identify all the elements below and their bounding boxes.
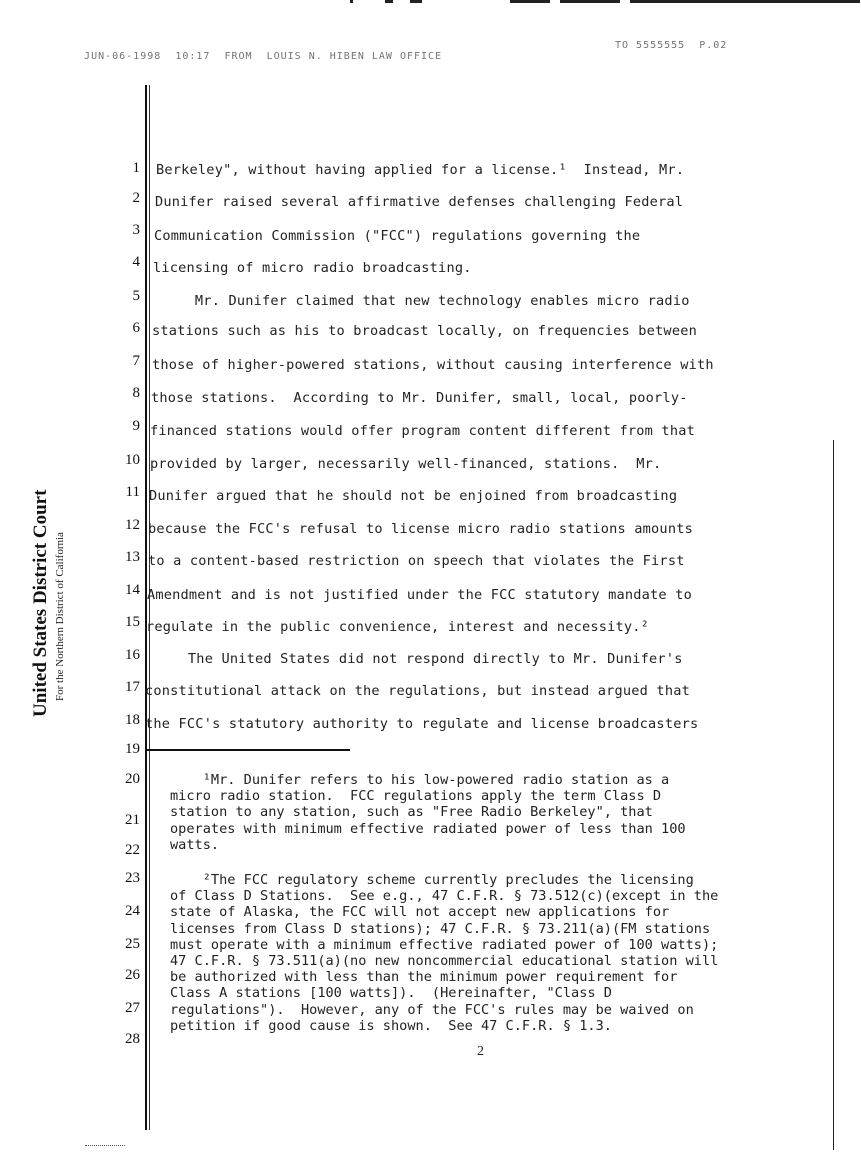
body-line: Berkeley", without having applied for a license.¹ Instead, Mr. <box>156 162 685 178</box>
footnote-2-line: 47 C.F.R. § 73.511(a)(no new noncommercial educational station will <box>170 953 719 969</box>
footnote-2-line: licenses from Class D stations); 47 C.F.R. § 73.211(a)(FM stations <box>170 920 711 937</box>
footnote-separator <box>145 749 350 751</box>
line-number: 12 <box>125 517 140 533</box>
body-line: stations such as his to broadcast locally, on frequencies between <box>152 323 697 339</box>
body-line: those stations. According to Mr. Dunifer, small, local, poorly- <box>151 390 688 406</box>
footnote-1-line: micro radio station. FCC regulations apply the term Class D <box>170 788 662 805</box>
line-number: 14 <box>125 582 140 598</box>
fax-bottom-noise <box>85 1145 125 1146</box>
footnote-1-line: ¹Mr. Dunifer refers to his low-powered radio station as a <box>170 772 670 788</box>
page-number: 2 <box>477 1044 484 1059</box>
body-line: Dunifer argued that he should not be enjoined from broadcasting <box>149 488 678 504</box>
fax-transmission-noise <box>350 0 861 4</box>
body-line: constitutional attack on the regulations, but instead argued that <box>145 683 690 699</box>
line-number: 22 <box>125 842 140 858</box>
court-district: For the Northern District of California <box>54 532 66 701</box>
body-line: The United States did not respond directly to Mr. Dunifer's <box>146 651 683 667</box>
footnote-2-line: ²The FCC regulatory scheme currently precludes the licensing <box>170 872 694 888</box>
line-number: 21 <box>125 812 140 828</box>
line-number: 19 <box>125 741 140 757</box>
left-margin-rule <box>145 85 147 1130</box>
line-number: 25 <box>125 936 140 952</box>
line-number: 4 <box>132 254 140 270</box>
body-line: those of higher-powered stations, without causing interference with <box>152 357 714 373</box>
left-margin-rule-inner <box>149 85 150 1130</box>
body-line: regulate in the public convenience, interest and necessity.² <box>146 619 650 635</box>
footnote-2-line: regulations"). However, any of the FCC's rules may be waived on <box>170 1001 694 1018</box>
footnote-1-line: station to any station, such as "Free Radio Berkeley", that <box>170 804 653 821</box>
line-number: 24 <box>125 903 140 919</box>
body-line: Dunifer raised several affirmative defenses challenging Federal <box>155 194 684 210</box>
line-number: 17 <box>125 679 140 695</box>
body-line: financed stations would offer program content different from that <box>150 423 695 439</box>
line-number: 6 <box>132 320 140 336</box>
line-number: 13 <box>125 549 140 565</box>
footnote-1-line: operates with minimum effective radiated power of less than 100 <box>170 820 686 837</box>
line-number: 2 <box>132 190 140 206</box>
body-line: Communication Commission ("FCC") regulations governing the <box>154 228 641 244</box>
line-number: 16 <box>125 647 140 663</box>
line-number: 11 <box>125 484 140 500</box>
footnote-2-line: Class A stations [100 watts]). (Hereinafter, "Class D <box>170 985 612 1002</box>
court-name: United States District Court <box>30 489 51 717</box>
line-number: 28 <box>125 1031 140 1047</box>
footnote-2-line: state of Alaska, the FCC will not accept new applications for <box>170 904 670 921</box>
body-line: to a content-based restriction on speech that violates the First <box>148 553 685 569</box>
line-number: 20 <box>125 771 140 787</box>
line-number: 5 <box>132 288 140 304</box>
line-number: 27 <box>125 1000 140 1016</box>
line-number: 18 <box>125 712 140 728</box>
footnote-2-line: petition if good cause is shown. See 47 C.F.R. § 1.3. <box>170 1017 612 1034</box>
fax-header-right: TO 5555555 P.02 <box>615 40 728 51</box>
court-sidebar <box>30 490 66 717</box>
line-number: 10 <box>125 452 140 468</box>
right-margin-rule <box>833 440 834 1150</box>
line-number: 9 <box>132 418 140 434</box>
line-number: 8 <box>132 385 140 401</box>
body-line: the FCC's statutory authority to regulate and license broadcasters <box>145 716 699 732</box>
footnote-2-line: must operate with a minimum effective radiated power of 100 watts); <box>170 936 719 953</box>
footnote-1-line: watts. <box>170 836 220 853</box>
fax-header-left: JUN-06-1998 10:17 FROM LOUIS N. HIBEN LAW OFFICE <box>84 51 443 62</box>
body-line: Amendment and is not justified under the FCC statutory mandate to <box>147 587 692 603</box>
body-line: Mr. Dunifer claimed that new technology enables micro radio <box>153 293 690 309</box>
footnote-2-line: be authorized with less than the minimum power requirement for <box>170 969 678 986</box>
line-number: 7 <box>132 353 140 369</box>
body-line: because the FCC's refusal to license micro radio stations amounts <box>148 521 693 537</box>
line-number: 23 <box>125 870 140 886</box>
line-number: 26 <box>125 967 140 983</box>
fax-header <box>70 40 790 73</box>
line-number: 3 <box>132 222 140 238</box>
footnote-2-line: of Class D Stations. See e.g., 47 C.F.R. § 73.512(c)(except in the <box>170 888 719 905</box>
line-number: 1 <box>132 160 140 176</box>
body-line: licensing of micro radio broadcasting. <box>153 260 472 276</box>
body-line: provided by larger, necessarily well-financed, stations. Mr. <box>150 456 662 472</box>
line-number: 15 <box>125 614 140 630</box>
